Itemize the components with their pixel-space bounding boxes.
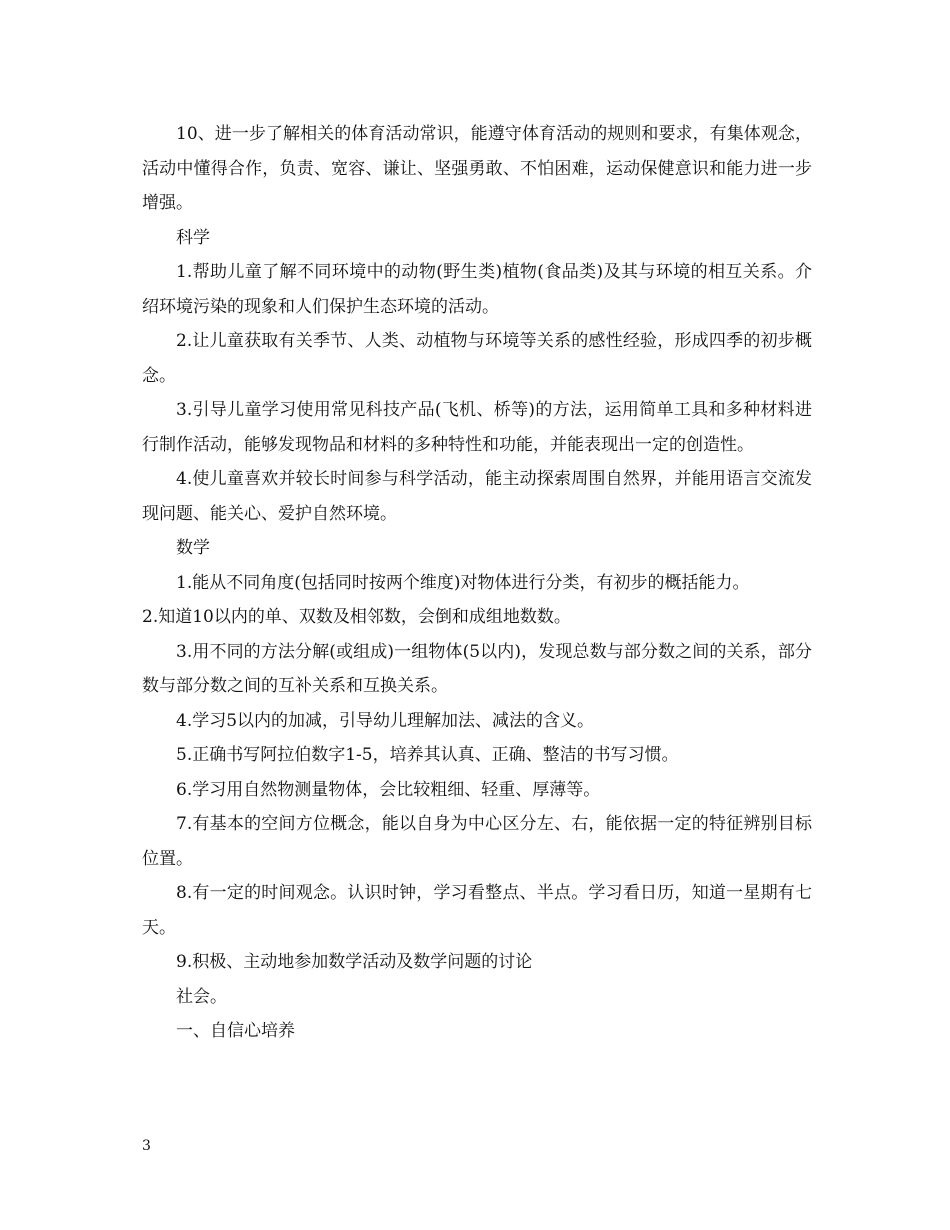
- paragraph-math-item-1: 1.能从不同角度(包括同时按两个维度)对物体进行分类，有初步的概括能力。: [176, 572, 750, 593]
- paragraph-science-item-4: 4.使儿童喜欢并较长时间参与科学活动，能主动探索周围自然界，并能用语言交流发现问题、能关心、爱护自然环境。: [142, 469, 812, 524]
- section-heading-science: 科学: [176, 227, 210, 248]
- paragraph-math-item-5: 5.正确书写阿拉伯数字1-5，培养其认真、正确、整洁的书写习惯。: [176, 745, 679, 765]
- section-heading-math: 数学: [176, 538, 210, 558]
- page-number: 3: [142, 1138, 151, 1154]
- paragraph-math-item-6: 6.学习用自然物测量物体，会比较粗细、轻重、厚薄等。: [176, 779, 601, 800]
- document-body: [142, 117, 812, 1049]
- paragraph-math-item-7: 7.有基本的空间方位概念，能以自身为中心区分左、右，能依据一定的特征辨别目标位置。: [142, 814, 812, 869]
- paragraph-math-item-9: 9.积极、主动地参加数学活动及数学问题的讨论: [176, 952, 533, 972]
- paragraph-science-item-3: 3.引导儿童学习使用常见科技产品(飞机、桥等)的方法，运用简单工具和多种材料进行制作活动，能够发现物品和材料的多种特性和功能，并能表现出一定的创造性。: [142, 400, 812, 455]
- subheading-confidence: 一、自信心培养: [176, 1021, 295, 1041]
- paragraph-math-item-8: 8.有一定的时间观念。认识时钟，学习看整点、半点。学习看日历，知道一星期有七天。: [142, 883, 812, 938]
- paragraph-pe-item-10: 10、进一步了解相关的体育活动常识，能遵守体育活动的规则和要求，有集体观念，活动中懂得合作，负责、宽容、谦让、坚强勇敢、不怕困难，运动保健意识和能力进一步增强。: [142, 124, 812, 213]
- section-heading-society: 社会。: [176, 986, 227, 1007]
- paragraph-math-item-3: 3.用不同的方法分解(或组成)一组物体(5以内)，发现总数与部分数之间的关系，部分数与部分数之间的互补关系和互换关系。: [142, 641, 812, 696]
- paragraph-math-item-2: 2.知道10以内的单、双数及相邻数，会倒和成组地数数。: [142, 607, 571, 627]
- paragraph-science-item-1: 1.帮助儿童了解不同环境中的动物(野生类)植物(食品类)及其与环境的相互关系。介绍环境污染的现象和人们保护生态环境的活动。: [142, 262, 812, 317]
- paragraph-science-item-2: 2.让儿童获取有关季节、人类、动植物与环境等关系的感性经验，形成四季的初步概念。: [142, 331, 812, 386]
- paragraph-math-item-4: 4.学习5以内的加减，引导幼儿理解加法、减法的含义。: [176, 710, 595, 731]
